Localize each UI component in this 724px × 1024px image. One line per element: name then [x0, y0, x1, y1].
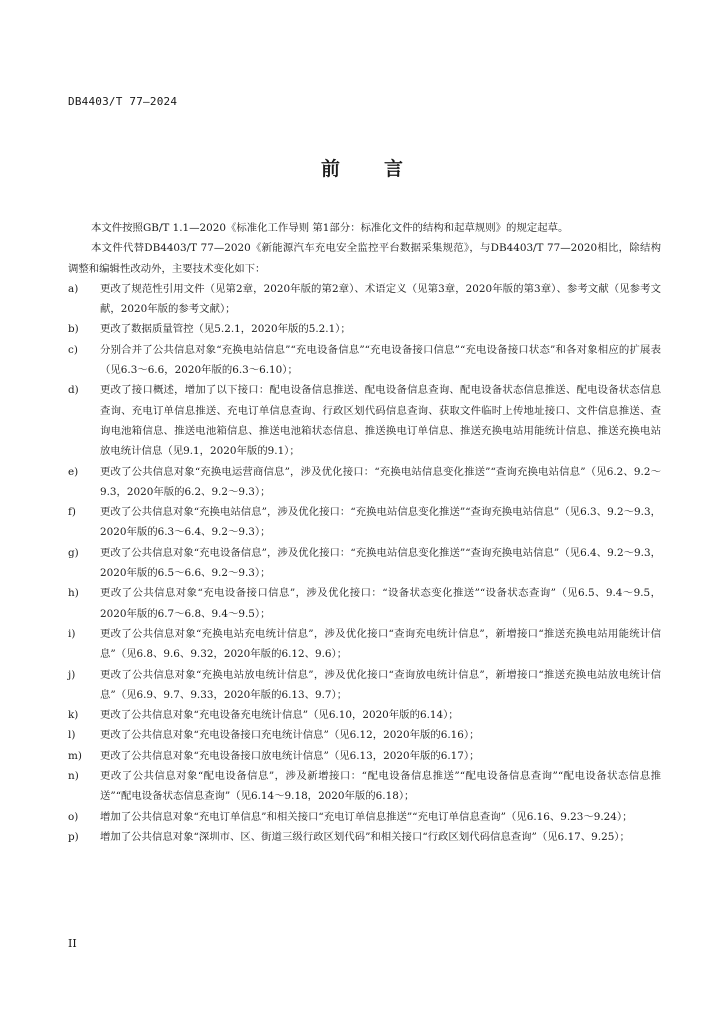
list-item-marker: m) [68, 749, 82, 762]
list-item-marker: f) [68, 506, 76, 519]
list-item-marker: c) [68, 343, 78, 356]
list-item-text: 更改了接口概述，增加了以下接口：配电设备信息推送、配电设备信息查询、配电设备状态信息推送、配电设备状态信息查询、充电订单信息推送、充电订单信息查询、行政区划代码信息查询、获取文件临时上传地址接口、文件信息推送、查询电池箱信息、推送电池箱信息、推送电池箱状态信息、推送换电订单信息、推送充换电站用能统计信息、推送充换电站放电统计信息（见9.1，2020年版的9.1）； [100, 384, 661, 458]
replacement-paragraph: 本文件代替DB4403/T 77—2020《新能源汽车充电安全监控平台数据采集规范》，与DB4403/T 77—2020相比，除结构调整和编辑性改动外，主要技术变化如下： [68, 242, 661, 275]
list-item [68, 319, 661, 339]
page-title: 前言 [320, 158, 447, 180]
list-item-marker: k) [68, 709, 79, 722]
list-item [68, 665, 661, 706]
list-item [68, 340, 661, 381]
list-item-text: 更改了公共信息对象“充换电站充电统计信息”，涉及优化接口“查询充电统计信息”，新增接口“推送充换电站用能统计信息”（见6.8、9.6、9.32，2020年版的6.12、9.6）； [100, 627, 661, 661]
list-item-text: 更改了公共信息对象“充换电运营商信息”，涉及优化接口：“充换电站信息变化推送”“查询充换电站信息”（见6.2、9.2～9.3，2020年版的6.2、9.2～9.3）； [100, 465, 661, 498]
document-body [68, 218, 661, 847]
list-item [68, 583, 661, 624]
list-item-text: 更改了公共信息对象“充换电站放电统计信息”，涉及优化接口“查询放电统计信息”，新增接口“推送充换电站放电统计信息”（见6.9、9.7、9.33，2020年版的6.13、9.7）； [100, 668, 661, 701]
list-item-text: 更改了公共信息对象“充电设备充电统计信息”（见6.10，2020年版的6.14）； [100, 709, 459, 722]
list-item [68, 827, 661, 847]
list-item-text: 更改了公共信息对象“充电设备信息”，涉及优化接口：“充换电站信息变化推送”“查询充换电站信息”（见6.4、9.2～9.3，2020年版的6.5～6.6、9.2～9.3）； [100, 546, 661, 580]
list-item [68, 380, 661, 461]
document-code: DB4403/T 77—2024 [68, 95, 178, 108]
list-item-marker: b) [68, 323, 79, 336]
page-number: II [68, 937, 77, 950]
list-item-text: 更改了公共信息对象“充换电站信息”，涉及优化接口：“充换电站信息变化推送”“查询充换电站信息”（见6.3、9.2～9.3，2020年版的6.3～6.4、9.2～9.3）； [100, 506, 661, 539]
list-item-text: 增加了公共信息对象“充电订单信息”和相关接口“充电订单信息推送”“充电订单信息查询”（见6.16、9.23～9.24）； [100, 810, 633, 823]
list-item-text: 分别合并了公共信息对象“充换电站信息”“充电设备信息”“充电设备接口信息”“充电设备接口状态”和各对象相应的扩展表（见6.3～6.6，2020年版的6.3～6.10）； [100, 343, 661, 377]
list-item [68, 279, 661, 320]
list-item-text: 增加了公共信息对象“深圳市、区、街道三级行政区划代码”和相关接口“行政区划代码信息查询”（见6.17、9.25）； [100, 830, 630, 843]
intro-paragraph: 本文件按照GB/T 1.1—2020《标准化工作导则 第1部分：标准化文件的结构和起草规则》的规定起草。 [91, 222, 569, 234]
list-item-marker: i) [68, 627, 76, 640]
list-item-marker: e) [68, 465, 79, 478]
list-item-marker: l) [68, 729, 76, 742]
list-item [68, 502, 661, 543]
technical-changes-list [68, 279, 661, 847]
list-item-marker: j) [68, 668, 76, 681]
list-item [68, 746, 661, 766]
list-item-marker: h) [68, 587, 79, 600]
list-item-text: 更改了公共信息对象“充电设备接口信息”，涉及优化接口：“设备状态变化推送”“设备状态查询”（见6.5、9.4～9.5，2020年版的6.7～6.8、9.4～9.5）； [100, 587, 661, 620]
list-item-text: 更改了公共信息对象“充电设备接口放电统计信息”（见6.13，2020年版的6.17）； [100, 749, 480, 762]
list-item [68, 725, 661, 745]
list-item-marker: a) [68, 282, 79, 295]
list-item [68, 705, 661, 725]
list-item [68, 807, 661, 827]
list-item [68, 462, 661, 503]
list-item-marker: o) [68, 810, 79, 823]
list-item-text: 更改了公共信息对象“充电设备接口充电统计信息”（见6.12，2020年版的6.16）； [100, 729, 480, 742]
list-item-marker: d) [68, 384, 79, 397]
list-item-marker: n) [68, 770, 79, 783]
list-item [68, 624, 661, 665]
list-item-marker: p) [68, 830, 79, 843]
list-item-marker: g) [68, 546, 79, 559]
list-item [68, 766, 661, 807]
list-item-text: 更改了数据质量管控（见5.2.1，2020年版的5.2.1）； [100, 323, 351, 336]
list-item [68, 543, 661, 584]
list-item-text: 更改了规范性引用文件（见第2章，2020年版的第2章）、术语定义（见第3章，2020年版的第3章）、参考文献（见参考文献，2020年版的参考文献）； [100, 282, 661, 316]
list-item-text: 更改了公共信息对象“配电设备信息”，涉及新增接口：“配电设备信息推送”“配电设备信息查询”“配电设备状态信息推送”“配电设备状态信息查询”（见6.14～9.18，2020年版的6.18）； [100, 770, 661, 803]
